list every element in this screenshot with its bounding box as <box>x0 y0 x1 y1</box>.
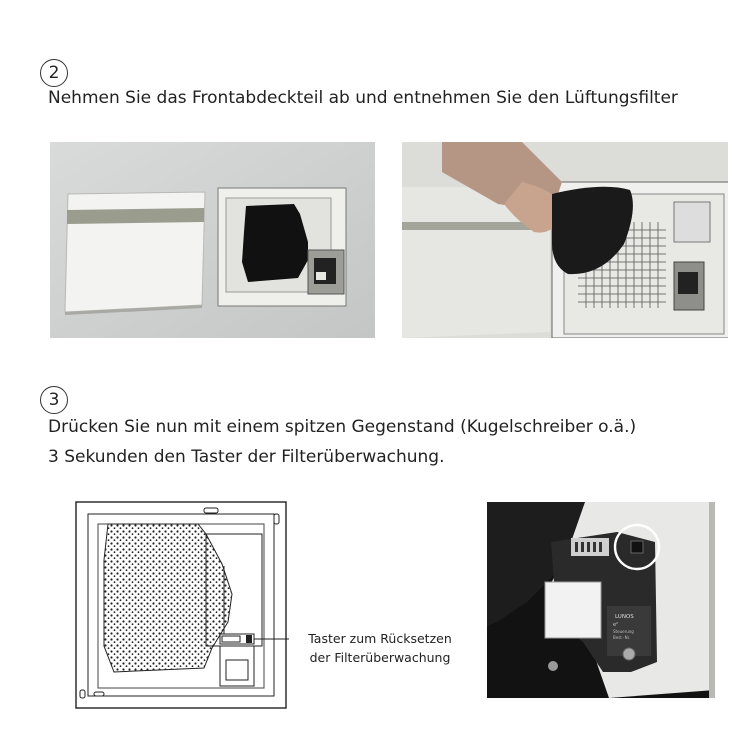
device-label-line: Best.-Nr. <box>613 635 631 640</box>
photo-filter-removal <box>402 142 728 338</box>
step-number: 3 <box>48 390 60 410</box>
instruction-line: 3 Sekunden den Taster der Filterüberwachung. <box>48 447 445 467</box>
device-label-line: e² <box>613 622 619 628</box>
photo-front-cover-removed <box>50 142 375 338</box>
callout-line: der Filterüberwachung <box>309 650 451 665</box>
device-label-line: LUNOS <box>615 614 634 620</box>
callout-line: Taster zum Rücksetzen <box>308 631 452 646</box>
instruction-line: Drücken Sie nun mit einem spitzen Gegenstand (Kugelschreiber o.ä.) <box>48 417 637 437</box>
step-number-badge <box>40 386 68 414</box>
device-line-drawing <box>74 500 289 712</box>
device-label-line: Steuerung <box>613 629 634 634</box>
step-instruction <box>48 412 636 442</box>
step-instruction <box>48 442 445 472</box>
instruction-line: Nehmen Sie das Frontabdeckteil ab und entnehmen Sie den Lüftungsfilter <box>48 88 678 108</box>
reset-button-callout <box>290 629 470 667</box>
step-instruction <box>48 83 678 113</box>
step-number: 2 <box>48 63 60 83</box>
photo-controller-closeup <box>487 502 715 698</box>
